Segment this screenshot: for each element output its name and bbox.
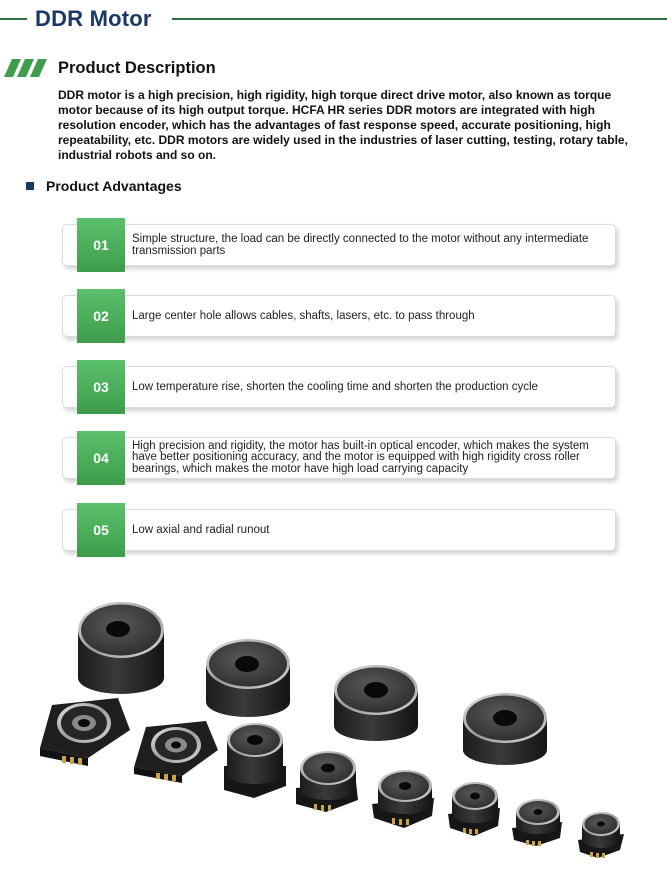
page-title: DDR Motor [35, 6, 152, 31]
product-advantages-heading: Product Advantages [46, 178, 182, 194]
motor-large-2 [206, 639, 290, 717]
advantage-text: High precision and rigidity, the motor has built-in optical encoder, which makes the system have better positioning accuracy, and the motor is equipped with high rigidity cross roller bearings, which makes the motor have high load carrying capacity [132, 439, 589, 475]
advantage-text: Low temperature rise, shorten the cooling time and shorten the production cycle [132, 381, 538, 393]
advantage-number: 04 [77, 431, 125, 485]
ddr-motors-image [0, 590, 667, 873]
motor-large-1 [78, 602, 164, 694]
motor-flange-2 [134, 721, 218, 783]
advantage-number: 01 [77, 218, 125, 272]
advantage-text: Low axial and radial runout [132, 524, 270, 536]
advantage-card [62, 509, 616, 551]
motor-small-6 [578, 812, 624, 858]
motor-large-4 [463, 693, 547, 765]
advantage-number: 03 [77, 360, 125, 414]
advantage-number: 05 [77, 503, 125, 557]
motor-large-3 [334, 665, 418, 741]
motor-flange-1 [40, 698, 130, 766]
advantage-text: Large center hole allows cables, shafts, lasers, etc. to pass through [132, 310, 475, 322]
advantage-card [62, 437, 616, 479]
product-description-heading: Product Description [58, 59, 216, 77]
advantage-card [62, 295, 616, 337]
advantage-text: Simple structure, the load can be directly connected to the motor without any intermediate transmission parts [132, 233, 589, 257]
header-rule-right [172, 18, 667, 20]
header-rule-left [0, 18, 27, 20]
motor-small-4 [448, 782, 500, 836]
product-description-body: DDR motor is a high precision, high rigidity, high torque direct drive motor, also known as torque motor because of its high output torque. HCFA HR series DDR motors are integrated with high resolution encoder, which has the advantages of fast response speed, accurate positioning, high repeatability, etc. DDR motors are widely used in the industries of laser cutting, testing, rotary table, industrial robots and so on. [58, 88, 628, 162]
motor-small-2 [296, 751, 358, 812]
advantage-card [62, 224, 616, 266]
stripes-icon [4, 59, 48, 77]
motor-small-1 [224, 723, 286, 798]
motor-small-5 [512, 799, 562, 846]
advantage-card [62, 366, 616, 408]
bullet-square-icon [26, 182, 34, 190]
advantage-number: 02 [77, 289, 125, 343]
motor-small-3 [372, 770, 434, 828]
